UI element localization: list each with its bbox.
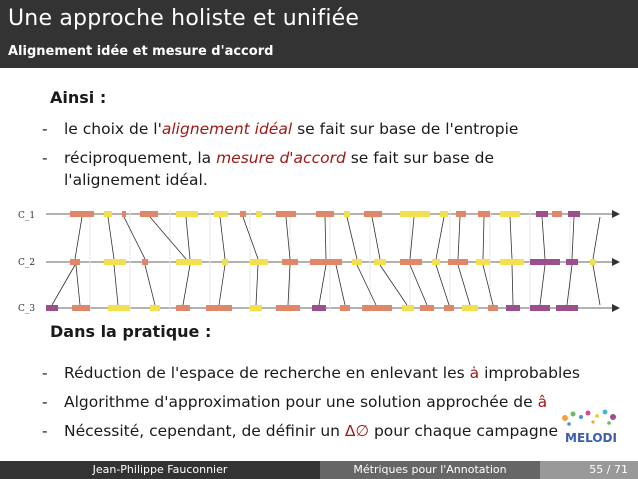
item-text: réciproquement, la xyxy=(64,149,217,167)
item-text: Algorithme d'approximation pour une solution approchée de xyxy=(64,393,538,411)
footer-page-number: 55 / 71 xyxy=(540,461,638,479)
footer-bar xyxy=(0,461,638,479)
list-item xyxy=(42,362,580,384)
item-text: improbables xyxy=(479,364,580,382)
math-symbol: ȧ xyxy=(469,364,480,382)
row-label-c1: C_1 xyxy=(18,211,36,221)
item-text: se fait sur base de l'entropie xyxy=(292,120,519,138)
list-dash: - xyxy=(42,120,48,138)
emphasis-text: alignement idéal xyxy=(161,120,293,138)
math-symbol: â xyxy=(537,393,548,411)
row-label-c2: C_2 xyxy=(18,258,36,268)
footer-talk-title: Métriques pour l'Annotation xyxy=(320,461,540,479)
footer-author: Jean-Philippe Fauconnier xyxy=(0,461,320,479)
item-text: Nécessité, cependant, de définir un xyxy=(64,422,345,440)
math-symbol: Δ∅ xyxy=(344,422,370,440)
section-heading-pratique: Dans la pratique : xyxy=(50,322,212,341)
list-item xyxy=(42,391,547,413)
title-bar xyxy=(0,0,638,68)
item-text: l'alignement idéal. xyxy=(64,171,208,189)
row-label-c3: C_3 xyxy=(18,304,36,314)
melodi-logo xyxy=(555,408,627,452)
emphasis-text: mesure d'accord xyxy=(216,149,346,167)
logo-text: MELODI xyxy=(565,431,617,445)
slide-title: Une approche holiste et unifiée xyxy=(8,6,360,31)
item-text: se fait sur base de xyxy=(345,149,494,167)
section-heading-ainsi: Ainsi : xyxy=(50,88,107,107)
item-text: pour chaque campagne xyxy=(369,422,559,440)
segments-c1 xyxy=(70,211,580,217)
slide-subtitle: Alignement idée et mesure d'accord xyxy=(8,44,274,59)
list-dash: - xyxy=(42,422,48,440)
arrow-c3 xyxy=(612,304,620,312)
list-dash: - xyxy=(42,149,48,167)
list-item xyxy=(42,118,518,140)
item-text: Réduction de l'espace de recherche en enlevant les xyxy=(64,364,470,382)
list-item xyxy=(42,147,494,191)
item-text: le choix de l' xyxy=(64,120,162,138)
arrow-c2 xyxy=(612,258,620,266)
list-item xyxy=(42,420,558,442)
list-dash: - xyxy=(42,393,48,411)
alignment-figure xyxy=(0,200,638,328)
list-dash: - xyxy=(42,364,48,382)
arrow-c1 xyxy=(612,210,620,218)
